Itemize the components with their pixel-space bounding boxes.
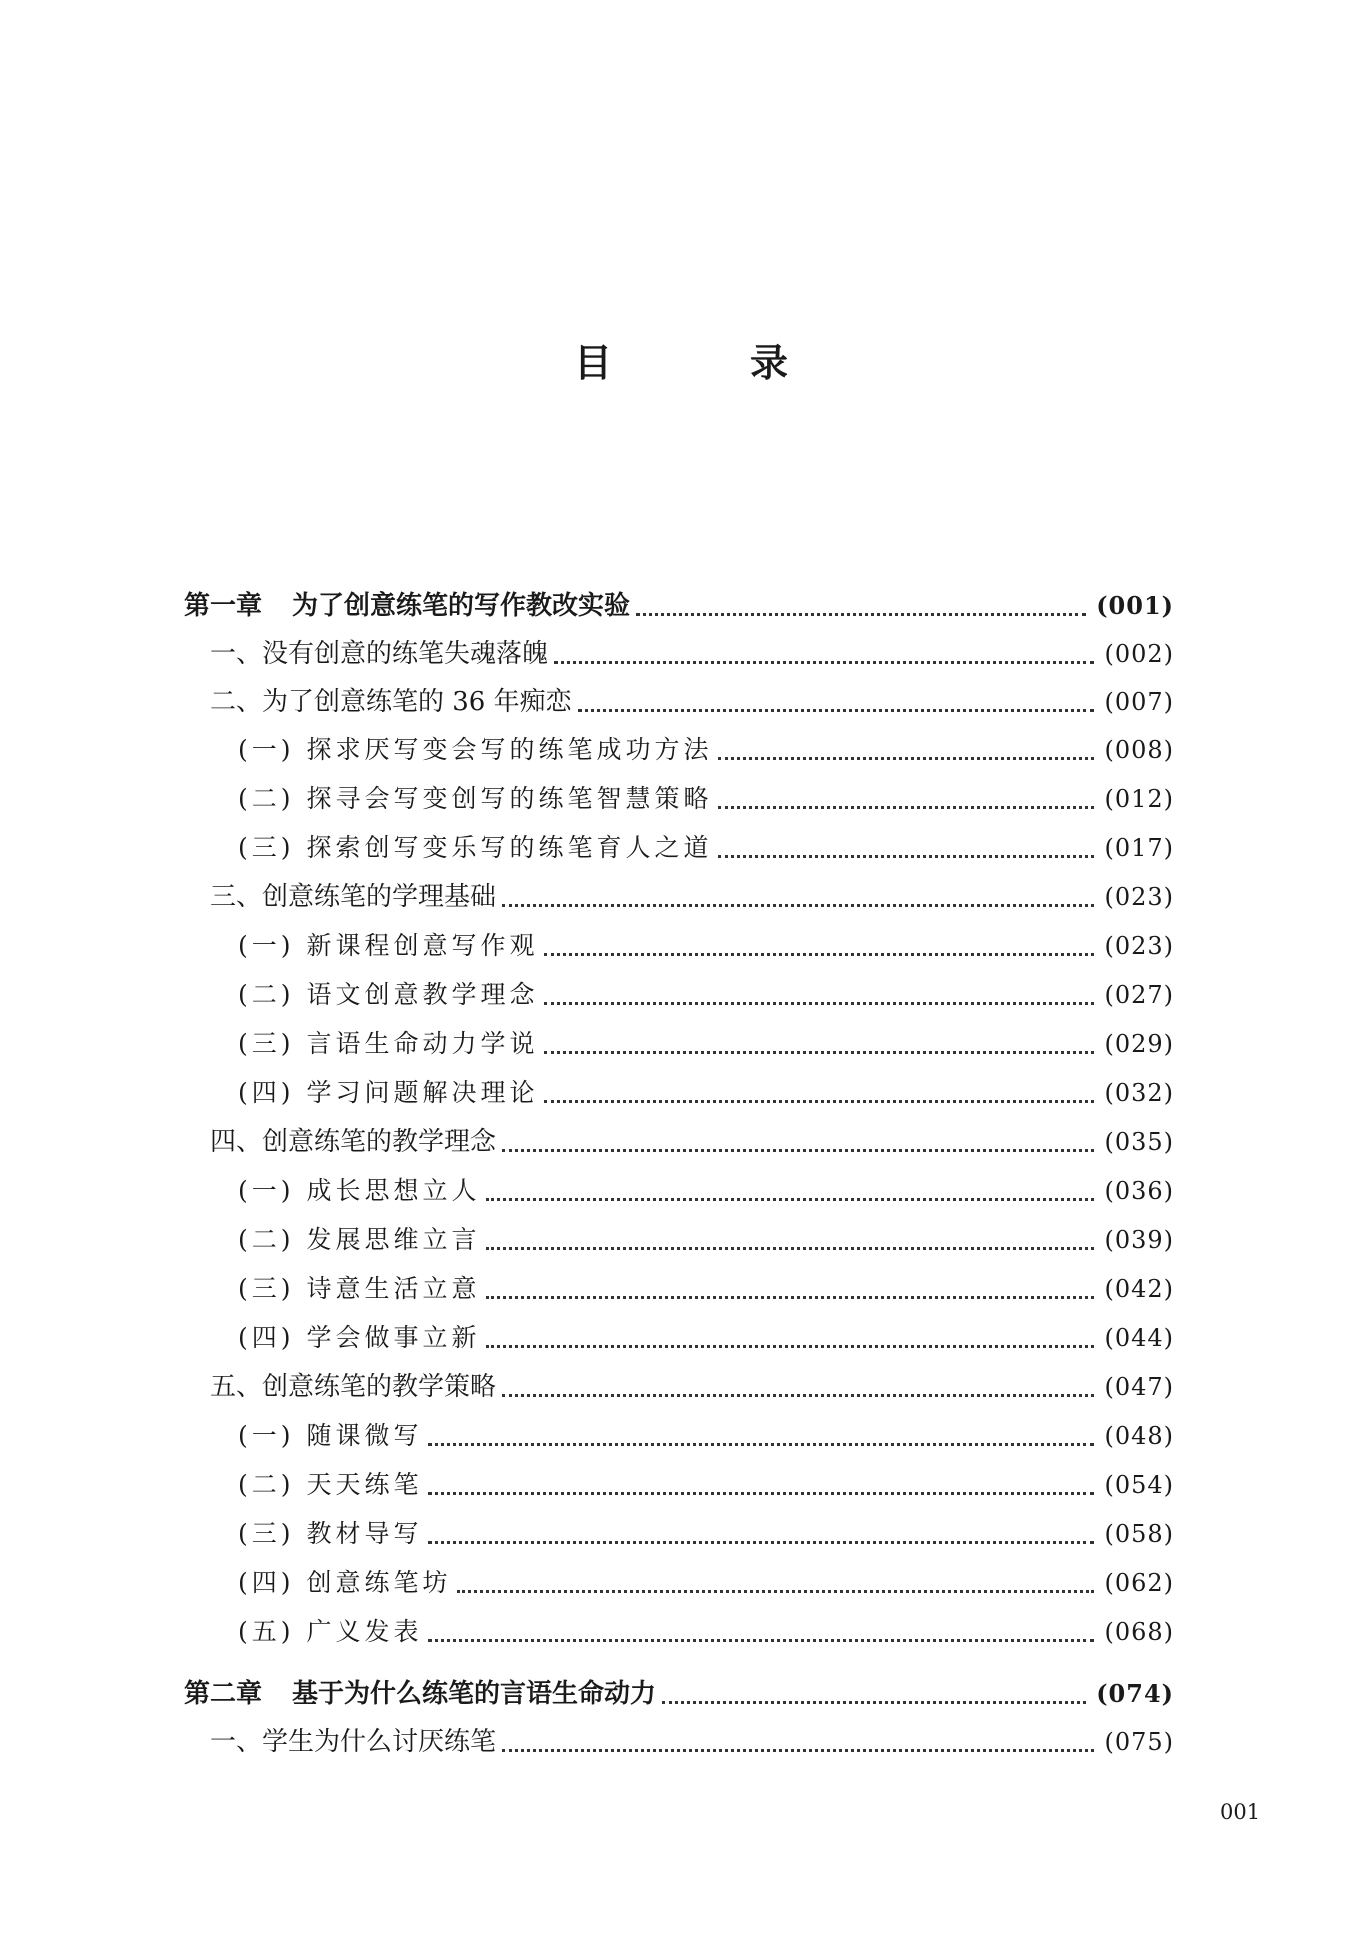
dot-leader (662, 1701, 1086, 1704)
page-reference: (039) (1104, 1226, 1174, 1254)
page-reference: (001) (1096, 591, 1174, 620)
section-title: 二、为了创意练笔的 36 年痴恋 (210, 687, 572, 717)
subsection-title: (三) 教材导写 (238, 1519, 423, 1548)
toc-subsection-entry[interactable] (238, 928, 1174, 964)
dot-leader (428, 1639, 1094, 1642)
toc-section-entry[interactable] (210, 684, 1174, 720)
subsection-title: (二) 发展思维立言 (238, 1225, 481, 1254)
toc-section-entry[interactable] (210, 1124, 1174, 1160)
toc-subsection-entry[interactable] (238, 1271, 1174, 1307)
toc-chapter-entry[interactable] (184, 588, 1174, 624)
toc-subsection-entry[interactable] (238, 781, 1174, 817)
page-reference: (032) (1104, 1079, 1174, 1107)
subsection-title: (一) 探求厌写变会写的练笔成功方法 (238, 735, 713, 764)
subsection-title: (一) 成长思想立人 (238, 1176, 481, 1205)
subsection-title: (二) 语文创意教学理念 (238, 980, 539, 1009)
subsection-title: (四) 学习问题解决理论 (238, 1078, 539, 1107)
chapter-title: 基于为什么练笔的言语生命动力 (292, 1679, 657, 1709)
subsection-title: (一) 新课程创意写作观 (238, 931, 539, 960)
subsection-title: (三) 诗意生活立意 (238, 1274, 481, 1303)
subsection-title: (二) 探寻会写变创写的练笔智慧策略 (238, 784, 713, 813)
section-title: 一、没有创意的练笔失魂落魄 (210, 639, 549, 669)
toc-section-entry[interactable] (210, 879, 1174, 915)
page-reference: (075) (1104, 1728, 1174, 1756)
dot-leader (544, 1002, 1094, 1005)
dot-leader (502, 1394, 1094, 1397)
subsection-title: (三) 探索创写变乐写的练笔育人之道 (238, 833, 713, 862)
dot-leader (486, 1345, 1094, 1348)
toc-subsection-entry[interactable] (238, 732, 1174, 768)
chapter-number: 第一章 (184, 591, 263, 621)
page-reference: (012) (1104, 785, 1174, 813)
toc-subsection-entry[interactable] (238, 1222, 1174, 1258)
toc-section-entry[interactable] (210, 1369, 1174, 1405)
dot-leader (544, 953, 1094, 956)
chapter-title: 为了创意练笔的写作教改实验 (292, 591, 631, 621)
page-reference: (068) (1104, 1618, 1174, 1646)
subsection-title: (四) 创意练笔坊 (238, 1568, 452, 1597)
toc-subsection-entry[interactable] (238, 1026, 1174, 1062)
page-reference: (048) (1104, 1422, 1174, 1450)
dot-leader (486, 1247, 1094, 1250)
page-reference: (008) (1104, 736, 1174, 764)
section-title: 三、创意练笔的学理基础 (210, 882, 497, 912)
page-reference: (035) (1104, 1128, 1174, 1156)
toc-subsection-entry[interactable] (238, 1418, 1174, 1454)
page-reference: (007) (1104, 688, 1174, 716)
page-reference: (044) (1104, 1324, 1174, 1352)
page-reference: (074) (1096, 1679, 1174, 1708)
subsection-title: (五) 广义发表 (238, 1617, 423, 1646)
dot-leader (502, 1749, 1094, 1752)
subsection-title: (一) 随课微写 (238, 1421, 423, 1450)
page-reference: (023) (1104, 883, 1174, 911)
toc-subsection-entry[interactable] (238, 1467, 1174, 1503)
section-title: 五、创意练笔的教学策略 (210, 1372, 497, 1402)
page-number: 001 (1220, 1800, 1261, 1824)
section-title: 四、创意练笔的教学理念 (210, 1127, 497, 1157)
page-reference: (023) (1104, 932, 1174, 960)
toc-subsection-entry[interactable] (238, 1320, 1174, 1356)
toc-subsection-entry[interactable] (238, 1614, 1174, 1650)
page-reference: (027) (1104, 981, 1174, 1009)
chapter-number: 第二章 (184, 1679, 263, 1709)
dot-leader (636, 613, 1086, 616)
subsection-title: (二) 天天练笔 (238, 1470, 423, 1499)
subsection-title: (四) 学会做事立新 (238, 1323, 481, 1352)
toc-chapter-entry[interactable] (184, 1676, 1174, 1712)
toc-subsection-entry[interactable] (238, 1516, 1174, 1552)
dot-leader (428, 1541, 1094, 1544)
dot-leader (718, 757, 1094, 760)
dot-leader (502, 904, 1094, 907)
page-reference: (042) (1104, 1275, 1174, 1303)
toc-subsection-entry[interactable] (238, 1173, 1174, 1209)
subsection-title: (三) 言语生命动力学说 (238, 1029, 539, 1058)
dot-leader (578, 709, 1095, 712)
dot-leader (544, 1100, 1094, 1103)
dot-leader (457, 1590, 1094, 1593)
page-title: 目 录 (573, 341, 838, 385)
dot-leader (718, 855, 1094, 858)
toc-subsection-entry[interactable] (238, 1565, 1174, 1601)
page-reference: (002) (1104, 640, 1174, 668)
dot-leader (718, 806, 1094, 809)
toc-subsection-entry[interactable] (238, 977, 1174, 1013)
dot-leader (428, 1443, 1094, 1446)
dot-leader (428, 1492, 1094, 1495)
page-reference: (047) (1104, 1373, 1174, 1401)
section-title: 一、学生为什么讨厌练笔 (210, 1727, 497, 1757)
dot-leader (502, 1149, 1094, 1152)
toc-section-entry[interactable] (210, 1724, 1174, 1760)
dot-leader (486, 1198, 1094, 1201)
toc-subsection-entry[interactable] (238, 830, 1174, 866)
page-reference: (017) (1104, 834, 1174, 862)
dot-leader (554, 661, 1094, 664)
page-reference: (062) (1104, 1569, 1174, 1597)
toc-subsection-entry[interactable] (238, 1075, 1174, 1111)
toc-section-entry[interactable] (210, 636, 1174, 672)
page-reference: (036) (1104, 1177, 1174, 1205)
page-reference: (029) (1104, 1030, 1174, 1058)
page-reference: (054) (1104, 1471, 1174, 1499)
page-reference: (058) (1104, 1520, 1174, 1548)
dot-leader (486, 1296, 1094, 1299)
dot-leader (544, 1051, 1094, 1054)
